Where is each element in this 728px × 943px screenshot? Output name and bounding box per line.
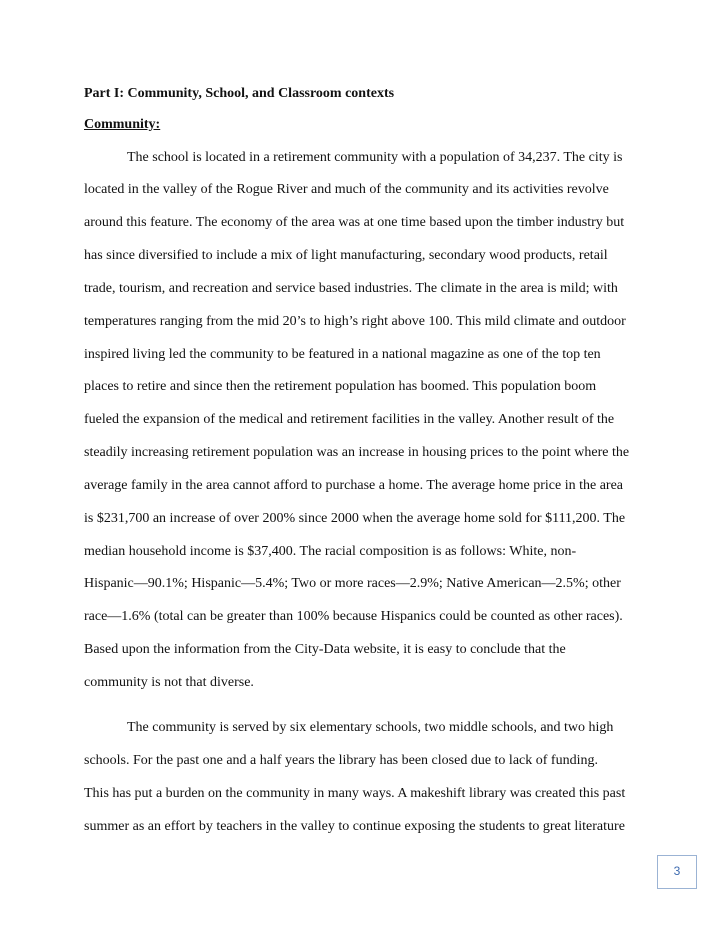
- text-line: around this feature. The economy of the area was at one time based upon the timber industry but: [84, 215, 625, 230]
- text-line: trade, tourism, and recreation and service based industries. The climate in the area is mild; with: [84, 281, 618, 296]
- text-line: The community is served by six elementary schools, two middle schools, and two high: [127, 720, 614, 735]
- text-line: schools. For the past one and a half years the library has been closed due to lack of funding.: [84, 753, 598, 768]
- text-line: fueled the expansion of the medical and retirement facilities in the valley. Another result of the: [84, 412, 615, 427]
- text-line: summer as an effort by teachers in the valley to continue exposing the students to great literature: [84, 819, 625, 834]
- text-line: race—1.6% (total can be greater than 100% because Hispanics could be counted as other races).: [84, 609, 623, 624]
- text-line: Based upon the information from the City-Data website, it is easy to conclude that the: [84, 642, 566, 657]
- text-line: Hispanic—90.1%; Hispanic—5.4%; Two or more races—2.9%; Native American—2.5%; other: [84, 576, 621, 591]
- text-line: community is not that diverse.: [84, 675, 254, 690]
- text-line: median household income is $37,400. The racial composition is as follows: White, non-: [84, 544, 577, 559]
- text-line: inspired living led the community to be featured in a national magazine as one of the top ten: [84, 347, 601, 362]
- text-line: has since diversified to include a mix of light manufacturing, secondary wood products, retail: [84, 248, 608, 263]
- section-heading: Part I: Community, School, and Classroom contexts: [84, 86, 395, 101]
- page-number: 3: [673, 864, 681, 878]
- text-line: places to retire and since then the retirement population has boomed. This population boom: [84, 379, 597, 394]
- text-line: This has put a burden on the community in many ways. A makeshift library was created this past: [84, 786, 626, 801]
- text-line: average family in the area cannot afford to purchase a home. The average home price in the area: [84, 478, 623, 493]
- text-line: temperatures ranging from the mid 20’s to high’s right above 100. This mild climate and outdoor: [84, 314, 626, 329]
- text-line: located in the valley of the Rogue River and much of the community and its activities revolve: [84, 182, 609, 197]
- sub-heading-community: Community:: [84, 117, 161, 132]
- text-line: is $231,700 an increase of over 200% since 2000 when the average home sold for $111,200. The: [84, 511, 626, 526]
- text-line: The school is located in a retirement community with a population of 34,237. The city is: [127, 150, 623, 165]
- text-line: steadily increasing retirement population was an increase in housing prices to the point where the: [84, 445, 630, 460]
- page-number-box: [657, 855, 697, 889]
